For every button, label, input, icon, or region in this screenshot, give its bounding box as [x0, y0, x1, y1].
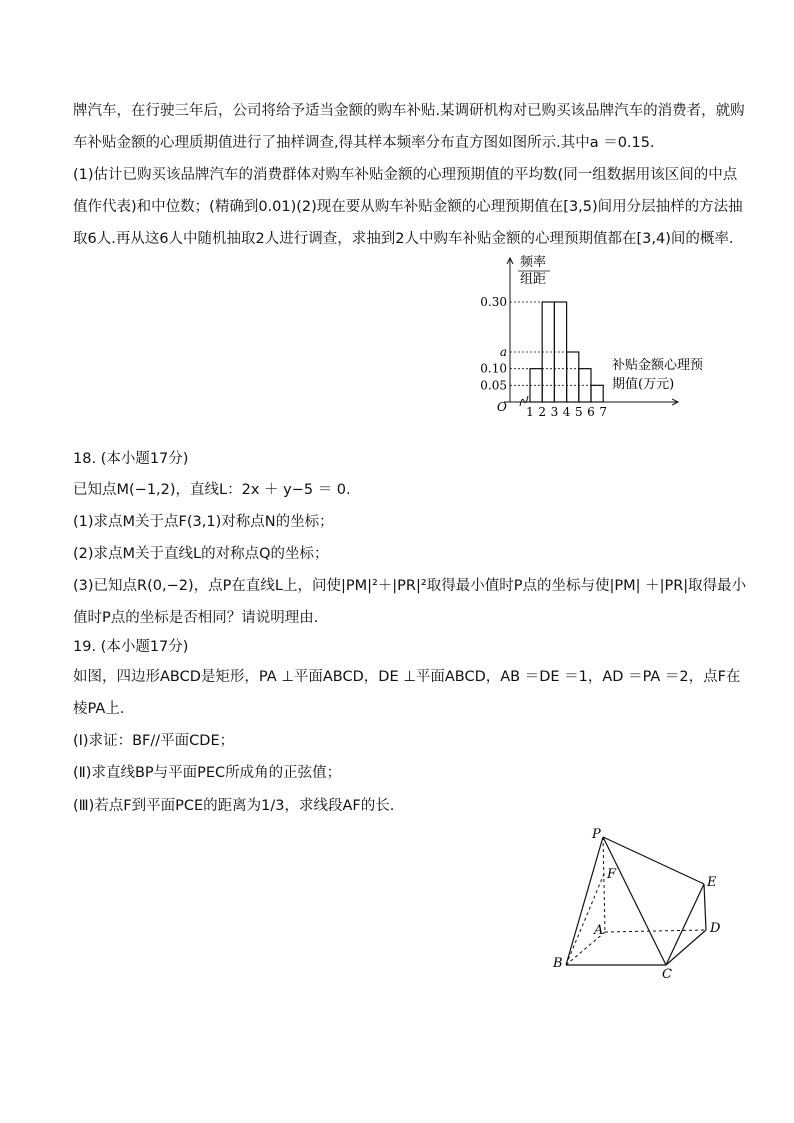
- p19-header: 19. (本小题17分): [73, 639, 189, 655]
- histogram-bar: [591, 385, 603, 402]
- histogram-bar: [542, 302, 554, 402]
- vertex-B: B: [553, 956, 563, 971]
- x-label-line-2: 期值(万元): [612, 377, 675, 392]
- p19-line-1: 如图，四边形ABCD是矩形，PA ⊥平面ABCD，DE ⊥平面ABCD，AB ＝DE ＝1，AD ＝PA ＝2，点F在: [73, 669, 741, 685]
- x-tick-label: 4: [562, 405, 571, 419]
- p17-line-4: 值作代表)和中位数；(精确到0.01)(2)现在要从购车补贴金额的心理预期值在[3,5)间用分层抽样的方法抽: [73, 199, 743, 215]
- edge-BF-hidden: [566, 874, 604, 965]
- p17-line-5: 取6人.再从这6人中随机抽取2人进行调查，求抽到2人中购车补贴金额的心理预期值都在[3,4)间的概率.: [73, 231, 734, 247]
- x-tick-label: 3: [550, 405, 559, 419]
- x-tick-label: 1: [526, 405, 534, 419]
- vertex-D: D: [710, 921, 721, 936]
- p17-line-2: 车补贴金额的心理质期值进行了抽样调查,得其样本频率分布直方图如图所示.其中a ＝0.15.: [73, 135, 655, 151]
- edge-AD-hidden: [605, 930, 706, 932]
- histogram-bar: [554, 302, 566, 402]
- p19-line-3: (Ⅰ)求证：BF//平面CDE；: [73, 733, 235, 749]
- edge-CE: [666, 884, 704, 965]
- p19-line-5: (Ⅲ)若点F到平面PCE的距离为1/3，求线段AF的长.: [73, 798, 395, 814]
- x-tick-label: 7: [599, 405, 608, 419]
- y-tick-label: a: [499, 345, 507, 359]
- x-label-line-1: 补贴金额心理预: [612, 358, 704, 373]
- edge-PA-hidden: [603, 837, 605, 932]
- y-tick-label: 0.05: [480, 378, 507, 393]
- edge-PE: [603, 837, 704, 884]
- x-tick-label: 5: [574, 405, 583, 419]
- y-label-numerator: 频率: [520, 255, 547, 270]
- histogram-bar: [567, 352, 579, 402]
- edge-PC: [603, 837, 666, 965]
- y-label-denominator: 组距: [520, 272, 547, 287]
- p18-line-2: (1)求点M关于点F(3,1)对称点N的坐标；: [73, 514, 334, 530]
- p17-line-3: (1)估计已购买该品牌汽车的消费群体对购车补贴金额的心理预期值的平均数(同一组数据用该区间的中点: [73, 167, 738, 183]
- p18-header: 18. (本小题17分): [73, 451, 189, 467]
- vertex-C: C: [662, 967, 672, 982]
- x-tick-label: 2: [538, 405, 547, 419]
- vertex-F: F: [607, 867, 617, 882]
- edge-ED: [704, 884, 706, 930]
- frequency-histogram: [480, 252, 730, 422]
- p18-line-1: 已知点M(−1,2)，直线L：2x ＋ y−5 ＝ 0.: [73, 482, 351, 498]
- x-tick-label: 6: [587, 405, 595, 419]
- edge-CD: [666, 930, 706, 965]
- vertex-P: P: [592, 827, 601, 842]
- origin-label: O: [497, 400, 507, 414]
- vertex-A: A: [594, 923, 604, 938]
- y-tick-label: 0.30: [480, 295, 507, 309]
- p19-line-2: 棱PA上.: [73, 701, 125, 717]
- histogram-bar: [579, 369, 591, 402]
- p18-line-5: 值时P点的坐标是否相同？请说明理由.: [73, 610, 319, 626]
- vertex-E: E: [707, 875, 717, 890]
- edge-PB: [566, 837, 603, 965]
- p18-line-3: (2)求点M关于直线L的对称点Q的坐标；: [73, 546, 329, 562]
- y-tick-label: 0.10: [480, 361, 507, 376]
- p19-line-4: (Ⅱ)求直线BP与平面PEC所成角的正弦值；: [73, 765, 342, 781]
- pyramid-figure: [545, 822, 735, 982]
- p18-line-4: (3)已知点R(0,−2)，点P在直线L上，问使|PM|²＋|PR|²取得最小值时P点的坐标与使|PM| ＋|PR|取得最小: [73, 578, 747, 594]
- p17-line-1: 牌汽车，在行驶三年后，公司将给予适当金额的购车补贴.某调研机构对已购买该品牌汽车的消费者，就购: [73, 103, 745, 119]
